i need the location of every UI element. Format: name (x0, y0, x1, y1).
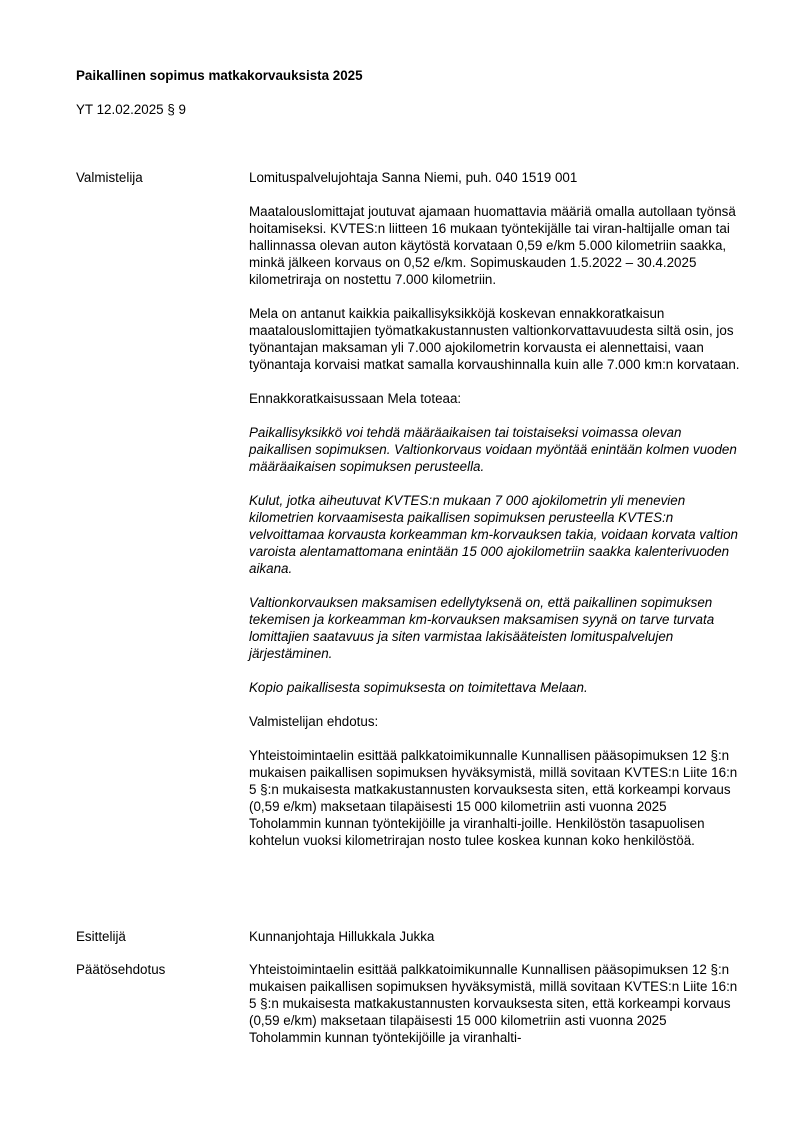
mela-quote: Paikallisyksikkö voi tehdä määräaikaisen tai toistaiseksi voimassa olevan paikallisen sopimuksen. Valtionkorvaus voidaan myöntää enintään kolmen vuoden määräaikaisen sopimuksen perusteella. (249, 425, 737, 474)
mela-quote: Valtionkorvauksen maksamisen edellytyksenä on, että paikallinen sopimuksen tekemisen ja korkeamman km-korvauksen maksamisen syynä on tarve turvata lomittajien saatavuus ja siten varmistaa lakisääteisten lomituspalvelujen järjestäminen. (249, 595, 715, 661)
presenter-text: Kunnanjohtaja Hillukkala Jukka (249, 929, 435, 944)
preparer-paragraph: Ennakkoratkaisussaan Mela toteaa: (249, 391, 462, 406)
proposal-text: Yhteistoimintaelin esittää palkkatoimikunnalle Kunnallisen pääsopimuksen 12 §:n mukaisen paikallisen sopimuksen hyväksymistä, millä sovitaan KVTES:n Liite 16:n 5 §:n mukaisesta matkakustannusten korvauksesta siten, että korkeampi korvaus (0,59 e/km) maksetaan tilapäisesti 15 000 kilometriin asti vuonna 2025 Toholammin kunnan työntekijöille ja viranhalti-joille. Henkilöstön tasapuolisen kohtelun vuoksi kilometrirajan nosto tulee koskea kunnan koko henkilöstöä. (249, 748, 738, 848)
preparer-content (249, 169, 741, 866)
presenter-label: Esittelijä (76, 929, 126, 944)
mela-quote: Kulut, jotka aiheutuvat KVTES:n mukaan 7 000 ajokilometrin yli menevien kilometrien korvaamisesta paikallisen sopimuksen perusteella KVTES:n velvoittamaa korvausta korkeamman km-korvauksen takia, voidaan korvata valtion varoista alentamattomana enintään 15 000 ajokilometriin saakka kalenterivuoden aikana. (249, 493, 738, 576)
preparer-paragraph: Maatalouslomittajat joutuvat ajamaan huomattavia määriä omalla autollaan työnsä hoitamiseksi. KVTES:n liitteen 16 mukaan työntekijälle tai viran-haltijalle oman tai hallinnassa olevan auton käytöstä korvataan 0,59 e/km 5.000 kilometriin saakka, minkä jälkeen korvaus on 0,52 e/km. Sopimuskauden 1.5.2022 – 30.4.2025 kilometriraja on nostettu 7.000 kilometriin. (249, 204, 736, 287)
preparer-name-line: Lomituspalvelujohtaja Sanna Niemi, puh. 040 1519 001 (249, 170, 578, 185)
preparer-label: Valmistelija (76, 170, 143, 185)
mela-quote: Kopio paikallisesta sopimuksesta on toimitettava Melaan. (249, 680, 588, 695)
document-title: Paikallinen sopimus matkakorvauksista 2025 (76, 68, 363, 83)
proposal-heading: Valmistelijan ehdotus: (249, 714, 379, 729)
preparer-paragraph: Mela on antanut kaikkia paikallisyksikköjä koskevan ennakkoratkaisun maatalouslomittajien työmatkakustannusten valtionkorvattavuudesta siltä osin, jos työnantajan maksaman yli 7.000 ajokilometrin korvausta ei alennettaisi, vaan työnantaja korvaisi matkat samalla korvaushinnalla kuin alle 7.000 km:n korvataan. (249, 306, 740, 372)
decision-label: Päätösehdotus (76, 962, 166, 977)
decision-text: Yhteistoimintaelin esittää palkkatoimikunnalle Kunnallisen pääsopimuksen 12 §:n mukaisen paikallisen sopimuksen hyväksymistä, millä sovitaan KVTES:n Liite 16:n 5 §:n mukaisesta matkakustannusten korvauksesta siten, että korkeampi korvaus (0,59 e/km) maksetaan tilapäisesti 15 000 kilometriin asti vuonna 2025 Toholammin kunnan työntekijöille ja viranhalti- (249, 962, 738, 1045)
meeting-reference: YT 12.02.2025 § 9 (76, 102, 186, 117)
